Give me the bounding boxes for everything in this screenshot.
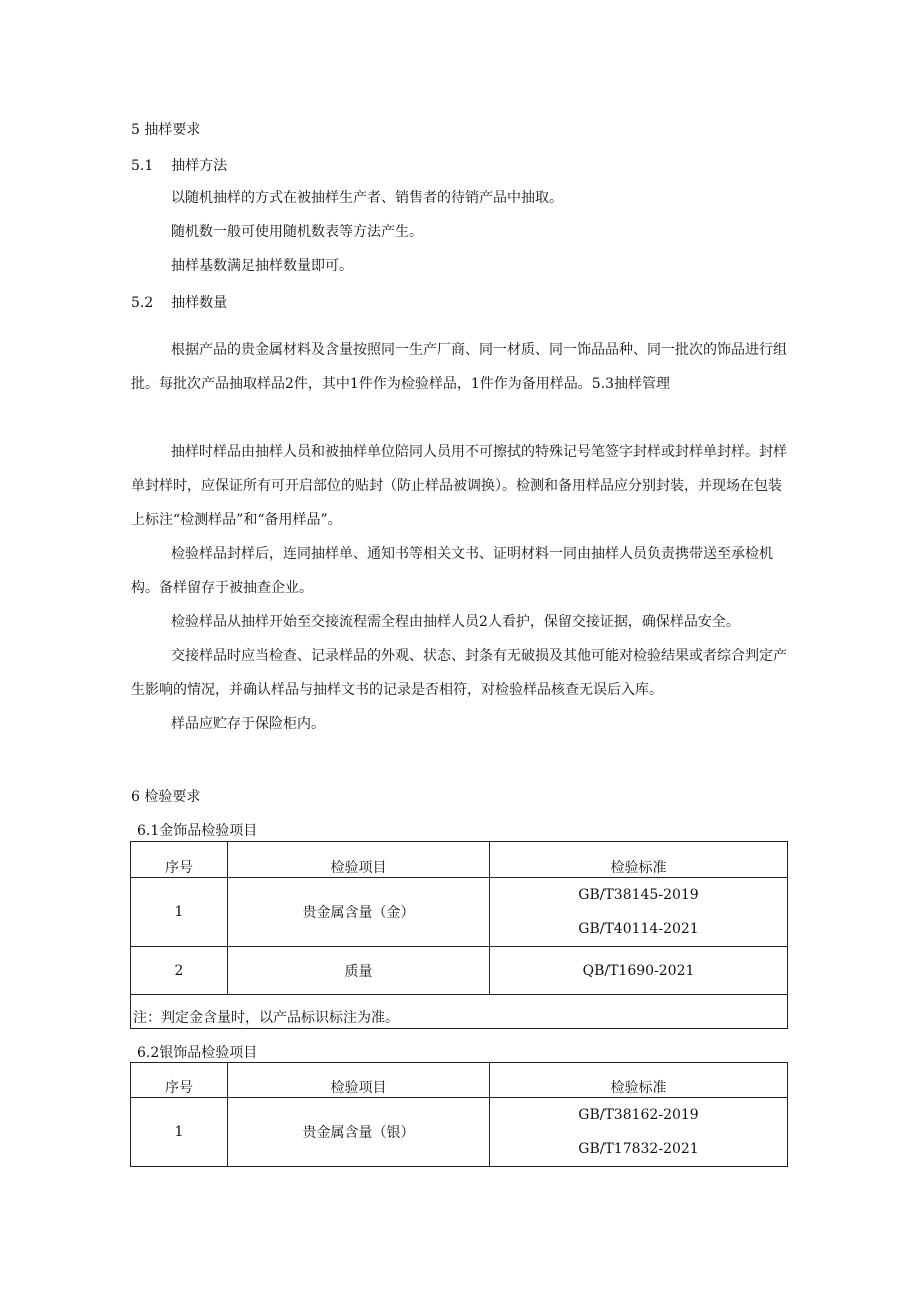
inspection-item: 质量 — [228, 947, 490, 995]
header-cell: 检验标准 — [490, 842, 788, 878]
subsection-title: 抽样方法 — [171, 158, 228, 174]
subsection-5-2-heading — [131, 292, 227, 312]
paragraph: 交接样品时应当检查、记录样品的外观、状态、封条有无破损及其他可能对检验结果或者综合判定产生影响的情况，并确认样品与抽样文书的记录是否相符，对检验样品核查无误后入库。 — [131, 648, 787, 698]
row-number: 2 — [131, 947, 228, 995]
standard-code: GB/T17832-2021 — [578, 1141, 699, 1157]
table-header-row — [131, 1063, 788, 1098]
section-5-heading: 5 抽样要求 — [131, 122, 201, 138]
standard-code: GB/T38162-2019 — [578, 1107, 699, 1123]
silver-table-caption: 6.2银饰品检验项目 — [137, 1045, 258, 1061]
row-number: 1 — [131, 878, 228, 947]
subsection-number: 5.1 — [131, 158, 154, 174]
header-cell: 序号 — [131, 842, 228, 878]
inspection-item: 贵金属含量（银） — [228, 1098, 490, 1167]
table-row — [131, 1098, 788, 1167]
header-cell: 序号 — [131, 1063, 228, 1098]
paragraph: 抽样基数满足抽样数量即可。 — [171, 258, 353, 274]
standard-code: GB/T38145-2019 — [578, 887, 699, 903]
paragraph: 以随机抽样的方式在被抽样生产者、销售者的待销产品中抽取。 — [171, 190, 563, 206]
header-cell: 检验项目 — [228, 842, 490, 878]
row-number: 1 — [131, 1098, 228, 1167]
header-cell: 检验标准 — [490, 1063, 788, 1098]
table-note: 注：判定金含量时，以产品标识标注为准。 — [131, 995, 788, 1029]
section-6-heading: 6 检验要求 — [131, 789, 201, 805]
paragraph: 随机数一般可使用随机数表等方法产生。 — [171, 224, 423, 240]
silver-inspection-table — [130, 1062, 788, 1167]
inspection-standard: QB/T1690-2021 — [490, 947, 788, 995]
inspection-item: 贵金属含量（金） — [228, 878, 490, 947]
table-row — [131, 878, 788, 947]
subsection-number: 5.2 — [131, 295, 154, 311]
inspection-standard — [490, 878, 788, 947]
inspection-standard — [490, 1098, 788, 1167]
table-row — [131, 947, 788, 995]
gold-table-caption: 6.1金饰品检验项目 — [137, 823, 258, 839]
gold-inspection-table — [130, 841, 788, 1029]
subsection-5-1-heading — [131, 155, 227, 175]
paragraph: 抽样时样品由抽样人员和被抽样单位陪同人员用不可擦拭的特殊记号笔签字封样或封样单封样。封样单封样时，应保证所有可开启部位的贴封（防止样品被调换）。检测和备用样品应分别封装，并现场在包装上标注“检测样品”和“备用样品”。 — [131, 444, 787, 528]
paragraph: 样品应贮存于保险柜内。 — [171, 716, 325, 732]
paragraph: 根据产品的贵金属材料及含量按照同一生产厂商、同一材质、同一饰品品种、同一批次的饰品进行组批。每批次产品抽取样品2件，其中1件作为检验样品，1件作为备用样品。5.3抽样管理 — [131, 342, 787, 392]
table-header-row — [131, 842, 788, 878]
table-note-row — [131, 995, 788, 1029]
subsection-title: 抽样数量 — [171, 295, 228, 311]
header-cell: 检验项目 — [228, 1063, 490, 1098]
standard-code: GB/T40114-2021 — [578, 921, 699, 937]
paragraph: 检验样品封样后，连同抽样单、通知书等相关文书、证明材料一同由抽样人员负责携带送至承检机构。备样留存于被抽查企业。 — [131, 546, 773, 596]
paragraph: 检验样品从抽样开始至交接流程需全程由抽样人员2人看护，保留交接证据，确保样品安全。 — [171, 614, 740, 630]
